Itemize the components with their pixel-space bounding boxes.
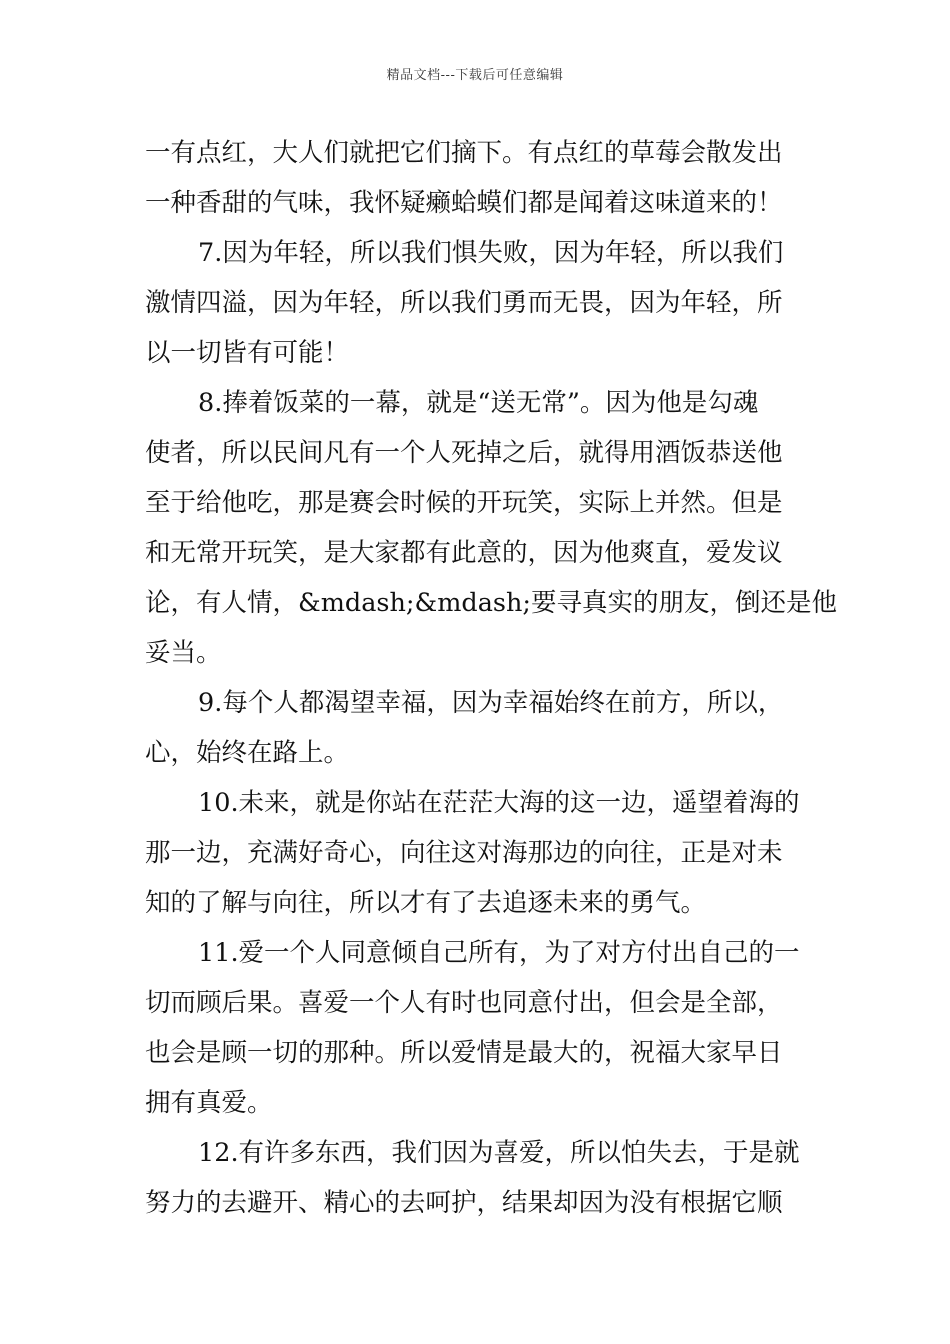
text-line: 激情四溢，因为年轻，所以我们勇而无畏，因为年轻，所 bbox=[145, 288, 783, 318]
text-line: 拥有真爱。 bbox=[145, 1088, 273, 1118]
text-line: 和无常开玩笑，是大家都有此意的，因为他爽直，爱发议 bbox=[145, 538, 783, 568]
text-line: 知的了解与向往，所以才有了去追逐未来的勇气。 bbox=[145, 888, 707, 918]
text-line: 切而顾后果。喜爱一个人有时也同意付出，但会是全部， bbox=[145, 988, 783, 1018]
text-line: 一有点红，大人们就把它们摘下。有点红的草莓会散发出 bbox=[145, 138, 783, 168]
paragraph-start-line: 12.有许多东西，我们因为喜爱，所以怕失去，于是就 bbox=[198, 1138, 800, 1168]
text-line: 也会是顾一切的那种。所以爱情是最大的，祝福大家早日 bbox=[145, 1038, 783, 1068]
text-line: 论，有人情，&mdash;&mdash;要寻真实的朋友，倒还是他 bbox=[145, 588, 838, 618]
paragraph-start-line: 9.每个人都渴望幸福，因为幸福始终在前方，所以， bbox=[198, 688, 784, 718]
text-line: 努力的去避开、精心的去呵护，结果却因为没有根据它顺 bbox=[145, 1188, 783, 1218]
document-body bbox=[145, 128, 838, 1228]
text-line: 以一切皆有可能！ bbox=[145, 338, 350, 368]
text-line: 至于给他吃，那是赛会时候的开玩笑，实际上并然。但是 bbox=[145, 488, 783, 518]
text-line: 那一边，充满好奇心，向往这对海那边的向往，正是对未 bbox=[145, 838, 783, 868]
text-line: 一种香甜的气味，我怀疑癞蛤蟆们都是闻着这味道来的！ bbox=[145, 188, 783, 218]
text-line: 使者，所以民间凡有一个人死掉之后，就得用酒饭恭送他 bbox=[145, 438, 783, 468]
paragraph-start-line: 8.捧着饭菜的一幕，就是“送无常”。因为他是勾魂 bbox=[198, 388, 759, 418]
paragraph-start-line: 11.爱一个人同意倾自己所有，为了对方付出自己的一 bbox=[198, 938, 800, 968]
paragraph-start-line: 10.未来，就是你站在茫茫大海的这一边，遥望着海的 bbox=[198, 788, 800, 818]
text-line: 心，始终在路上。 bbox=[145, 738, 350, 768]
paragraph-start-line: 7.因为年轻，所以我们惧失败，因为年轻，所以我们 bbox=[198, 238, 784, 268]
page-header: 精品文档---下载后可任意编辑 bbox=[386, 68, 564, 83]
text-line: 妥当。 bbox=[145, 638, 222, 668]
